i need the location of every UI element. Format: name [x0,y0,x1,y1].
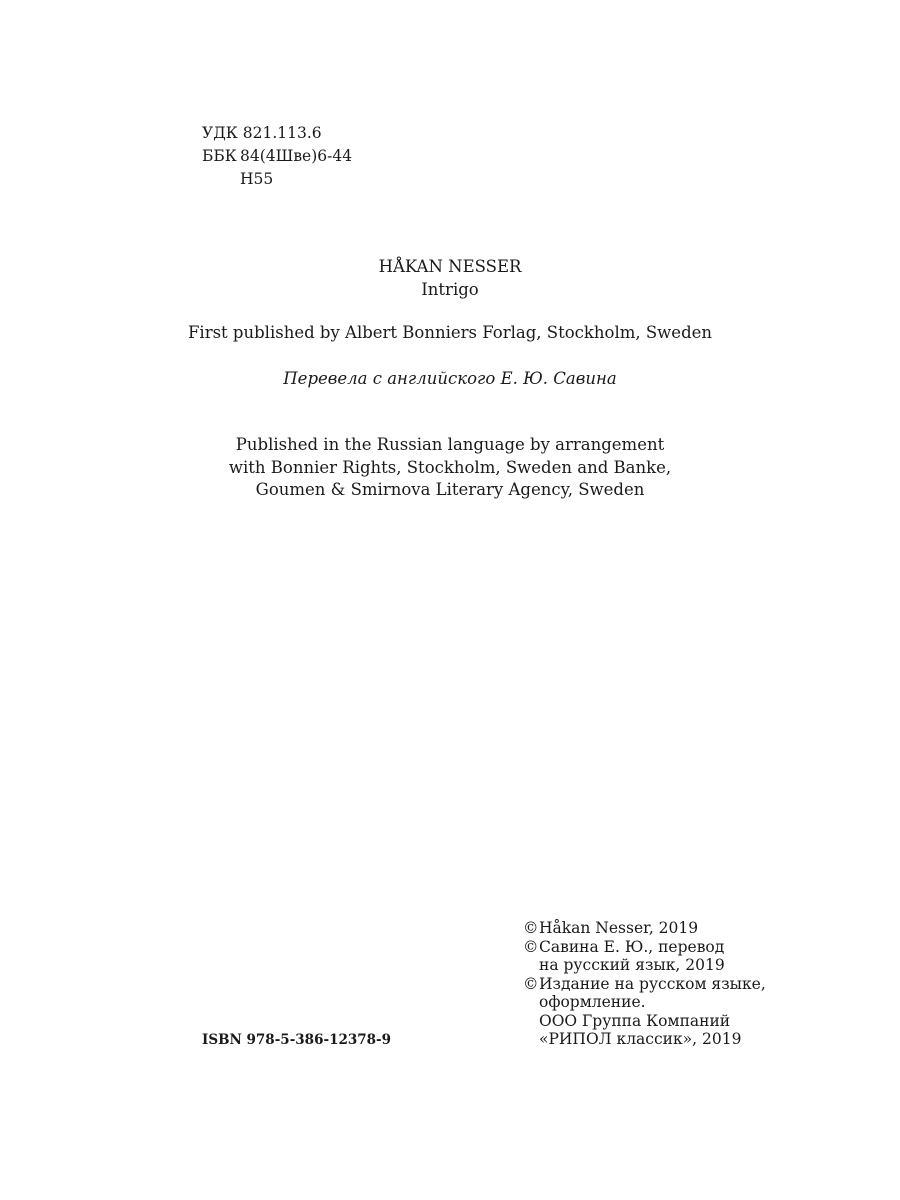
copyright-entry-author [523,919,766,938]
copyright-symbol: © [523,937,539,956]
original-author: HÅKAN NESSER [378,257,522,276]
arrangement-line: Published in the Russian language by arrangement [235,435,665,454]
author-title-block [0,256,900,301]
copyright-entry-translation [523,938,766,975]
copyright-line: оформление. [539,993,646,1011]
copyright-notices [523,919,766,1049]
original-title: Intrigo [421,279,479,299]
copyright-line: «РИПОЛ классик», 2019 [539,1030,742,1048]
isbn-number: ISBN 978-5-386-12378-9 [202,1032,392,1048]
udk-row [202,122,352,145]
copyright-line: Издание на русском языке, [539,974,766,993]
library-classification [202,122,352,191]
copyright-symbol: © [523,974,539,993]
publication-arrangement [0,434,900,502]
copyright-line: ООО Группа Компаний [539,1011,731,1030]
arrangement-line: Goumen & Smirnova Literary Agency, Sweden [255,480,645,499]
udk-label: УДК [202,124,238,142]
copyright-symbol: © [523,919,539,937]
copyright-line: на русский язык, 2019 [539,956,725,974]
translator-credit: Перевела с английского Е. Ю. Савина [283,369,617,388]
bbk-row [202,145,352,168]
first-published-note: First published by Albert Bonniers Forlag, Stockholm, Sweden [187,323,713,342]
copyright-line: Савина Е. Ю., перевод [539,937,725,956]
bbk-value: 84(4Шве)6-44 [240,147,353,165]
author-mark: Н55 [240,170,274,188]
copyright-line: Håkan Nesser, 2019 [539,919,699,937]
arrangement-line: with Bonnier Rights, Stockholm, Sweden and Banke, [228,457,672,477]
bbk-label: ББК [202,147,237,165]
udk-value: 821.113.6 [242,124,322,142]
copyright-entry-edition [523,975,766,1049]
